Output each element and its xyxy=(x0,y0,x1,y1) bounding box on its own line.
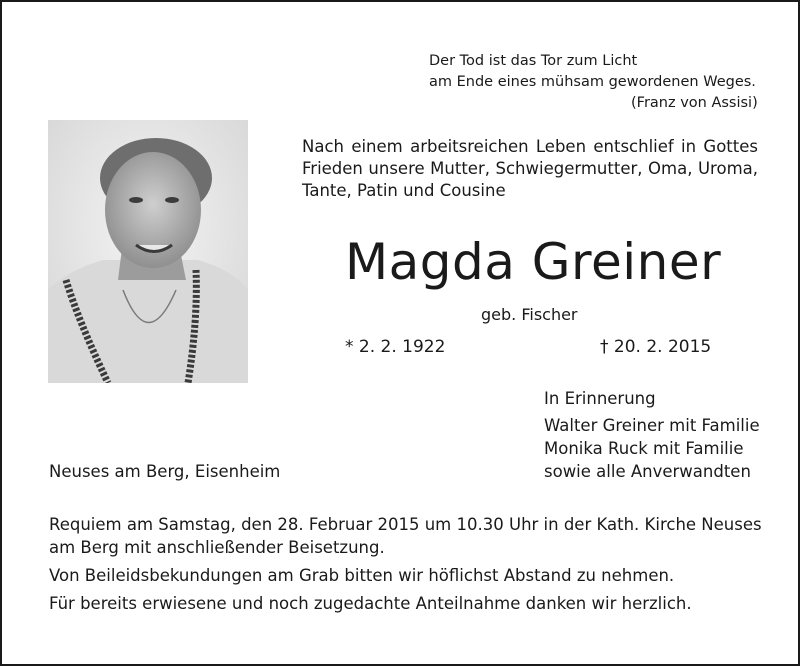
condolences-notice: Von Beileidsbekundungen am Grab bitten wir höflichst Abstand zu nehmen. xyxy=(49,566,675,585)
intro-line-3: Tante, Patin und Cousine xyxy=(302,181,506,200)
deceased-name: Magda Greiner xyxy=(345,233,722,291)
location: Neuses am Berg, Eisenheim xyxy=(49,462,281,481)
birth-date: * 2. 2. 1922 xyxy=(345,337,446,357)
mourner-line-3: sowie alle Anverwandten xyxy=(544,462,751,481)
intro-line-1: Nach einem arbeitsreichen Leben entschlief in Gottes xyxy=(302,137,758,156)
mourners-heading: In Erinnerung xyxy=(544,389,656,408)
quote-line-2: am Ende eines mühsam gewordenen Weges. xyxy=(429,74,756,90)
death-date: † 20. 2. 2015 xyxy=(600,337,712,357)
requiem-line-1: Requiem am Samstag, den 28. Februar 2015 um 10.30 Uhr in der Kath. Kirche Neuses xyxy=(49,515,762,534)
quote-source: (Franz von Assisi) xyxy=(631,95,758,111)
portrait-image xyxy=(48,120,248,383)
portrait-photo xyxy=(48,120,248,383)
mourner-line-1: Walter Greiner mit Familie xyxy=(544,416,760,435)
intro-line-2: Frieden unsere Mutter, Schwiegermutter, Oma, Uroma, xyxy=(302,159,758,178)
thanks-notice: Für bereits erwiesene und noch zugedachte Anteilnahme danken wir herzlich. xyxy=(49,594,692,613)
intro-paragraph xyxy=(302,136,758,202)
quote-line-1: Der Tod ist das Tor zum Licht xyxy=(429,53,638,69)
mourner-line-2: Monika Ruck mit Familie xyxy=(544,439,744,458)
requiem-line-2: am Berg mit anschließender Beisetzung. xyxy=(49,538,385,557)
maiden-name: geb. Fischer xyxy=(481,305,578,324)
